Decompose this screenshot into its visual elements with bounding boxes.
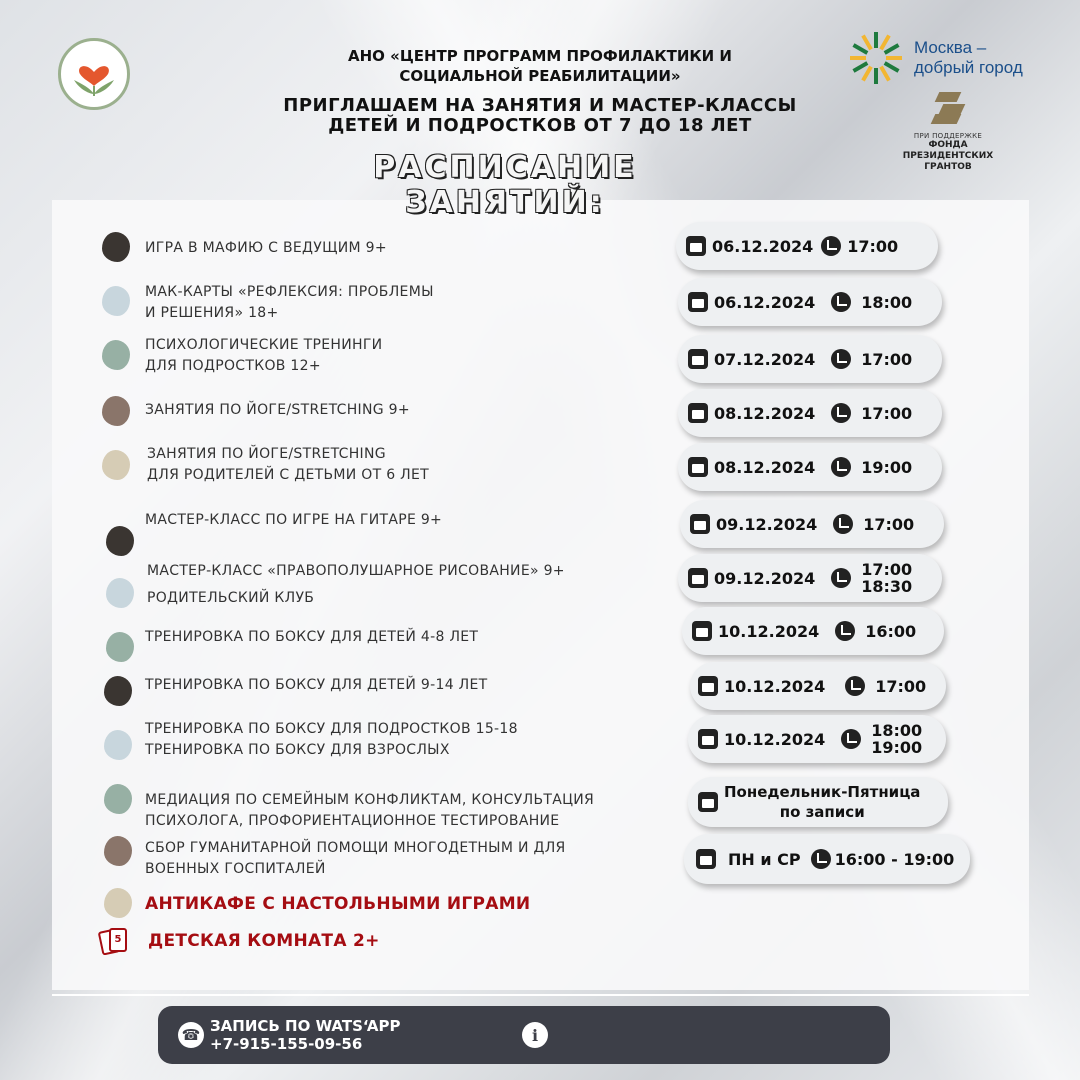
bullet-dot [102,232,130,262]
activity-line-1: ТРЕНИРОВКА ПО БОКСУ ДЛЯ ДЕТЕЙ 4-8 ЛЕТ [145,629,479,645]
pill-time: 18:00 [871,721,923,740]
clock-icon [831,349,851,369]
activity-line-1: ПСИХОЛОГИЧЕСКИЕ ТРЕНИНГИ [145,337,383,353]
schedule-pill [680,500,944,548]
bullet-dot [106,526,134,556]
activity-line-1: ЗАНЯТИЯ ПО ЙОГЕ/STRETCHING 9+ [145,402,410,418]
clock-icon [841,729,861,749]
pill-time: 18:00 [861,292,913,312]
pill-time: 17:00 [847,236,899,256]
activity-item [145,894,530,915]
heart-hands-icon [66,46,122,102]
activity-item [145,627,478,648]
schedule-pill [688,715,946,763]
center-logo [58,38,130,110]
activity-line-2: ДЛЯ ПОДРОСТКОВ 12+ [145,358,321,374]
pill-time: 17:00 [875,676,927,696]
pill-time-2: 18:30 [861,577,913,596]
bullet-dot [104,784,132,814]
schedule-pill [690,662,946,710]
pill-time: 16:00 - 19:00 [834,849,955,869]
activity-item [147,558,565,612]
calendar-icon [690,514,710,534]
activity-line-1: ИГРА В МАФИЮ С ВЕДУЩИМ 9+ [145,240,387,256]
schedule-pill [678,335,942,383]
pill-time: 17:00 [861,560,913,579]
pill-time: 16:00 [865,621,917,641]
pill-time: 17:00 [863,514,915,534]
schedule-pill [684,834,970,884]
activity-line-1: АНТИКАФЕ С НАСТОЛЬНЫМИ ИГРАМИ [145,894,531,914]
activity-item [145,335,382,377]
contact-text [210,1017,401,1053]
activity-line-1: ДЕТСКАЯ КОМНАТА 2+ [148,931,380,951]
schedule-pill [678,443,942,491]
calendar-icon [688,457,708,477]
schedule-title: РАСПИСАНИЕ ЗАНЯТИЙ: [373,150,637,220]
activity-line-1: МЕДИАЦИЯ ПО СЕМЕЙНЫМ КОНФЛИКТАМ, КОНСУЛЬТАЦИЯ [145,792,595,808]
moscow-line-2: добрый город [914,58,1023,77]
contact-label: ЗАПИСЬ ПО WATS‘APP [210,1017,401,1035]
fund-mark-icon [931,90,965,124]
bullet-dot [102,450,130,480]
pill-time: 17:00 [861,403,913,423]
pill-time-2: 19:00 [871,738,923,757]
playing-cards-icon [100,928,132,954]
fund-support-label: ПРИ ПОДДЕРЖКЕ [913,132,983,140]
activity-item [145,282,434,324]
calendar-icon [692,621,712,641]
activity-line-2: ДЛЯ РОДИТЕЛЕЙ С ДЕТЬМИ ОТ 6 ЛЕТ [147,467,429,483]
org-line-2: СОЦИАЛЬНОЙ РЕАБИЛИТАЦИИ» [399,67,681,85]
activity-item [145,510,442,531]
activity-line-2: ПСИХОЛОГА, ПРОФОРИЕНТАЦИОННОЕ ТЕСТИРОВАНИЕ [145,813,560,829]
bullet-dot [104,836,132,866]
bullet-dot [106,578,134,608]
pill-date: 09.12.2024 [714,568,816,588]
moscow-kind-city-logo [848,30,1023,86]
footer-divider [52,994,1029,996]
activity-item [148,931,380,952]
fund-line-2: ПРЕЗИДЕНТСКИХ [902,151,994,161]
activity-line-1: СБОР ГУМАНИТАРНОЙ ПОМОЩИ МНОГОДЕТНЫМ И ДЛЯ [145,840,566,856]
pill-date: 10.12.2024 [724,729,826,749]
schedule-pill [688,777,948,827]
activity-line-1: ТРЕНИРОВКА ПО БОКСУ ДЛЯ ПОДРОСТКОВ 15-18 [145,721,518,737]
pill-date: 10.12.2024 [718,621,820,641]
calendar-icon [686,236,706,256]
pill-time: 17:00 [861,349,913,369]
info-icon[interactable]: i [522,1022,548,1048]
calendar-icon [698,676,718,696]
pill-note: по записи [779,803,865,821]
schedule-pill [678,389,942,437]
calendar-icon [698,729,718,749]
sunburst-icon [848,30,904,86]
clock-icon [831,292,851,312]
org-line-1: АНО «ЦЕНТР ПРОГРАММ ПРОФИЛАКТИКИ И [348,47,732,65]
contact-phone[interactable]: +7-915-155-09-56 [210,1035,363,1053]
organization-name [260,46,820,86]
pill-days: Понедельник-Пятница [724,783,921,801]
pill-date: 10.12.2024 [724,676,826,696]
pill-date: 06.12.2024 [714,292,816,312]
clock-icon [821,236,841,256]
bullet-dot [104,676,132,706]
activity-line-2: ВОЕННЫХ ГОСПИТАЛЕЙ [145,861,326,877]
activity-line-1: МАК-КАРТЫ «РЕФЛЕКСИЯ: ПРОБЛЕМЫ [145,284,434,300]
activity-line-1: ЗАНЯТИЯ ПО ЙОГЕ/STRETCHING [147,446,386,462]
clock-icon [835,621,855,641]
pill-time: 19:00 [861,457,913,477]
pill-date: 08.12.2024 [714,403,816,423]
clock-icon [831,568,851,588]
schedule-pill [678,554,942,602]
clock-icon [845,676,865,696]
activity-line-1: МАСТЕР-КЛАСС ПО ИГРЕ НА ГИТАРЕ 9+ [145,512,443,528]
pill-date: 08.12.2024 [714,457,816,477]
activity-line-2: ТРЕНИРОВКА ПО БОКСУ ДЛЯ ВЗРОСЛЫХ [145,742,450,758]
clock-icon [833,514,853,534]
schedule-pill [682,607,944,655]
clock-icon [831,403,851,423]
calendar-icon [688,292,708,312]
whatsapp-contact-bar [158,1006,890,1064]
bullet-dot [102,286,130,316]
pill-date: 09.12.2024 [716,514,818,534]
invite-line-2: ДЕТЕЙ И ПОДРОСТКОВ ОТ 7 ДО 18 ЛЕТ [328,115,752,136]
activity-line-1: ТРЕНИРОВКА ПО БОКСУ ДЛЯ ДЕТЕЙ 9-14 ЛЕТ [145,677,488,693]
activity-line-2: И РЕШЕНИЯ» 18+ [145,305,279,321]
activity-item [145,238,387,259]
pill-date: 06.12.2024 [712,236,814,256]
invite-line-1: ПРИГЛАШАЕМ НА ЗАНЯТИЯ И МАСТЕР-КЛАССЫ [283,95,797,116]
calendar-icon [688,349,708,369]
activity-item [145,838,566,880]
calendar-icon [696,849,716,869]
clock-icon [831,457,851,477]
schedule-pill [676,222,938,270]
activity-item [145,790,594,832]
clock-icon [811,849,831,869]
activity-line-2: РОДИТЕЛЬСКИЙ КЛУБ [147,590,315,606]
schedule-pill [678,278,942,326]
fund-line-1: ФОНДА [928,140,968,150]
activity-item [147,444,429,486]
calendar-icon [688,568,708,588]
moscow-line-1: Москва – [914,38,987,57]
cards-glyph: 5 [109,928,127,952]
bullet-dot [102,340,130,370]
activity-item [145,675,488,696]
bullet-dot [104,730,132,760]
calendar-icon [698,792,718,812]
bullet-dot [102,396,130,426]
pill-date: 07.12.2024 [714,349,816,369]
bullet-dot [104,888,132,918]
fund-line-3: ГРАНТОВ [924,162,972,172]
bullet-dot [106,632,134,662]
pill-days: ПН и СР [728,849,801,869]
calendar-icon [688,403,708,423]
invitation-text [200,96,880,136]
activity-item [145,719,518,761]
activity-item [145,400,410,421]
activity-line-1: МАСТЕР-КЛАСС «ПРАВОПОЛУШАРНОЕ РИСОВАНИЕ» 9+ [147,563,565,579]
presidential-grants-logo [898,90,998,173]
phone-icon: ☎ [178,1022,204,1048]
